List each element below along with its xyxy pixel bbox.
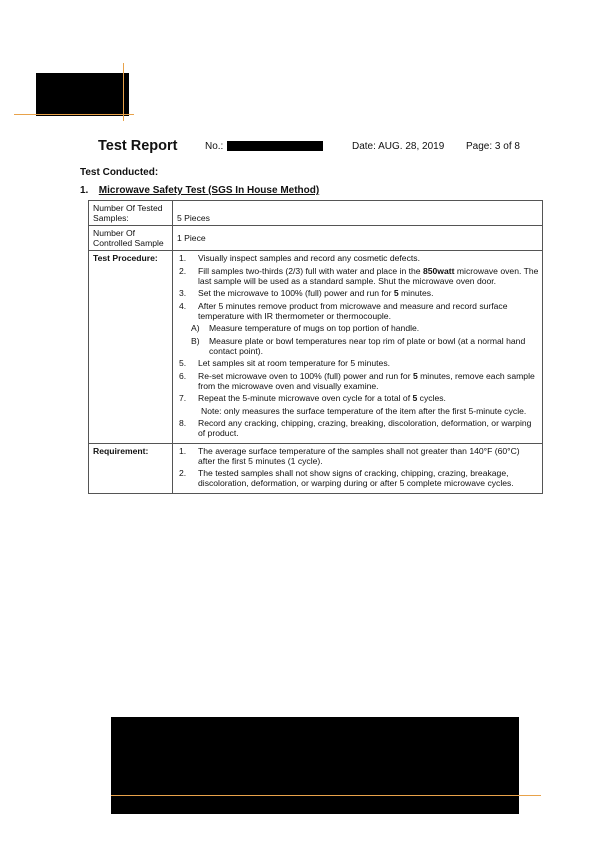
report-number-label: No.:: [205, 141, 224, 152]
tested-samples-value: 5 Pieces: [173, 201, 543, 226]
tested-samples-label: Number Of Tested Samples:: [89, 201, 173, 226]
redacted-logo: [36, 73, 129, 116]
procedure-note: Note: only measures the surface temperature of the item after the first 5-minute cycle.: [201, 405, 527, 416]
report-title: Test Report: [98, 138, 178, 154]
redacted-footer: [111, 717, 519, 814]
procedure-label: Test Procedure:: [89, 251, 173, 444]
header-rule: [14, 114, 134, 115]
table-row: [89, 201, 543, 226]
test-item-title: Microwave Safety Test (SGS In House Method): [98, 185, 320, 196]
procedure-steps: [173, 251, 543, 444]
list-item: 3. Set the microwave to 100% (full) power and run for 5 minutes.: [179, 288, 434, 298]
list-item: 6. Re-set microwave oven to 100% (full) power and run for 5 minutes, remove each sample from the microwave oven and visually examine.: [179, 370, 535, 391]
list-subitem: A) Measure temperature of mugs on top portion of handle.: [191, 323, 420, 333]
list-item: 8. Record any cracking, chipping, crazing, breaking, discoloration, deformation, or warping of product.: [179, 418, 532, 438]
list-item: 4. After 5 minutes remove product from microwave and measure and record surface temperature with IR thermometer or thermocouple.: [179, 300, 508, 321]
table-row: [89, 226, 543, 251]
report-date: Date: AUG. 28, 2019: [352, 141, 445, 152]
list-item: 2. The tested samples shall not show signs of cracking, chipping, crazing, breakage, discoloration, deformation, or warping during or after 5 complete microwave cycles.: [179, 468, 514, 488]
redacted-report-number: [227, 141, 323, 151]
section-heading: Test Conducted:: [80, 167, 159, 178]
list-item: 1. The average surface temperature of the samples shall not greater than 140°F (60°C) after the first 5 minutes (1 cycle).: [179, 445, 520, 466]
table-row: [89, 443, 543, 493]
report-header: [98, 138, 538, 158]
footer-rule: [111, 795, 541, 796]
requirement-label: Requirement:: [89, 443, 173, 493]
controlled-sample-label: Number Of Controlled Sample: [89, 226, 173, 251]
list-item: 1. Visually inspect samples and record any cosmetic defects.: [179, 253, 420, 263]
page-number: Page: 3 of 8: [466, 141, 520, 152]
test-item-number: 1.: [80, 185, 89, 196]
controlled-sample-value: 1 Piece: [173, 226, 543, 251]
list-subitem: B) Measure plate or bowl temperatures near top rim of plate or bowl (at a normal hand contact point).: [191, 335, 526, 356]
test-table: [88, 200, 543, 494]
header-rule-vertical: [123, 63, 124, 121]
test-item-heading: [80, 185, 319, 196]
list-item: 5. Let samples sit at room temperature for 5 minutes.: [179, 358, 391, 368]
list-item: 2. Fill samples two-thirds (2/3) full with water and place in the 850watt microwave oven. The last sample will be used as a standard sample. Shut the microwave oven door.: [179, 265, 539, 286]
table-row: [89, 251, 543, 444]
list-item: 7. Repeat the 5-minute microwave oven cycle for a total of 5 cycles.: [179, 393, 446, 403]
requirement-list: [173, 443, 543, 493]
